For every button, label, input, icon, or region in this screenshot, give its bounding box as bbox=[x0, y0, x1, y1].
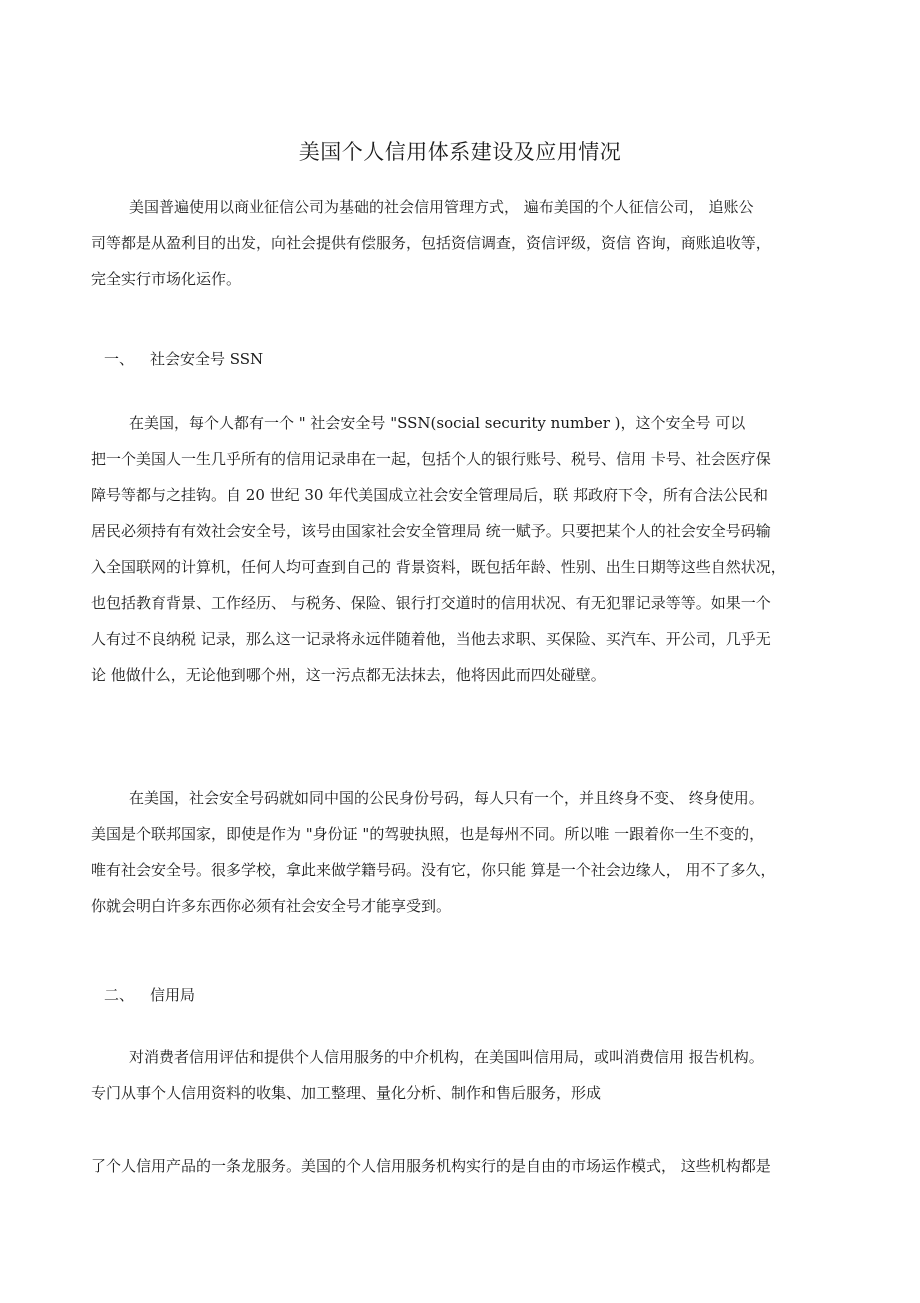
paragraph-line: 对消费者信用评估和提供个人信用服务的中介机构，在美国叫信用局，或叫消费信用 报告机构。 bbox=[129, 1048, 764, 1066]
paragraph-line: 居民必须持有有效社会安全号，该号由国家社会安全管理局 统一赋予。只要把某个人的社会安全号码输 bbox=[91, 522, 771, 540]
paragraph-line: 障号等都与之挂钩。自 20 世纪 30 年代美国成立社会安全管理局后，联 邦政府下令，所有合法公民和 bbox=[91, 486, 769, 504]
document-title: 美国个人信用体系建设及应用情况 bbox=[298, 140, 622, 164]
paragraph-line: 专门从事个人信用资料的收集、加工整理、量化分析、制作和售后服务，形成 bbox=[91, 1084, 602, 1102]
paragraph-intro bbox=[91, 189, 829, 297]
paragraph-line: 完全实行市场化运作。 bbox=[91, 270, 242, 288]
section-title: 信用局 bbox=[150, 986, 196, 1004]
section-heading-ssn bbox=[104, 347, 263, 371]
paragraph-line: 司等都是从盈利目的出发，向社会提供有偿服务，包括资信调查，资信评级，资信 咨询，商账追收等， bbox=[91, 234, 771, 252]
section-number: 一、 bbox=[104, 350, 135, 368]
paragraph-line: 也包括教育背景、工作经历、 与税务、保险、银行打交道时的信用状况、有无犯罪记录等等。如果一个 bbox=[91, 594, 771, 612]
paragraph-line: 你就会明白许多东西你必须有社会安全号才能享受到。 bbox=[91, 897, 452, 915]
paragraph-line: 把一个美国人一生几乎所有的信用记录串在一起，包括个人的银行账号、税号、信用 卡号、社会医疗保 bbox=[91, 450, 771, 468]
paragraph-line: 美国是个联邦国家，即使是作为 "身份证 "的驾驶执照，也是每州不同。所以唯 一跟着你一生不变的， bbox=[91, 825, 765, 843]
paragraph-credit-bureau bbox=[91, 1039, 829, 1111]
paragraph-line: 在美国，社会安全号码就如同中国的公民身份号码，每人只有一个，并且终身不变、 终身使用。 bbox=[129, 789, 764, 807]
paragraph-line: 了个人信用产品的一条龙服务。美国的个人信用服务机构实行的是自由的市场运作模式， 这些机构都是 bbox=[91, 1157, 771, 1175]
paragraph-line: 在美国，每个人都有一个 " 社会安全号 "SSN(social security number )，这个安全号 可以 bbox=[129, 414, 746, 432]
paragraph-ssn-usage bbox=[91, 780, 829, 924]
section-number: 二、 bbox=[104, 986, 135, 1004]
paragraph-line: 唯有社会安全号。很多学校，拿此来做学籍号码。没有它，你只能 算是一个社会边缘人， 用不了多久， bbox=[91, 861, 776, 879]
paragraph-line: 入全国联网的计算机，任何人均可查到自己的 背景资料，既包括年龄、性别、出生日期等这些自然状况， bbox=[91, 558, 786, 576]
paragraph-line: 美国普遍使用以商业征信公司为基础的社会信用管理方式， 遍布美国的个人征信公司， 追账公 bbox=[129, 198, 754, 216]
section-title: 社会安全号 SSN bbox=[150, 350, 264, 368]
paragraph-ssn bbox=[91, 405, 829, 693]
paragraph-credit-bureau-cont bbox=[91, 1148, 829, 1184]
paragraph-line: 人有过不良纳税 记录，那么这一记录将永远伴随着他，当他去求职、买保险、买汽车、开公司，几乎无 bbox=[91, 630, 771, 648]
paragraph-line: 论 他做什么，无论他到哪个州，这一污点都无法抹去，他将因此而四处碰壁。 bbox=[91, 666, 606, 684]
section-heading-credit-bureau bbox=[104, 983, 195, 1007]
